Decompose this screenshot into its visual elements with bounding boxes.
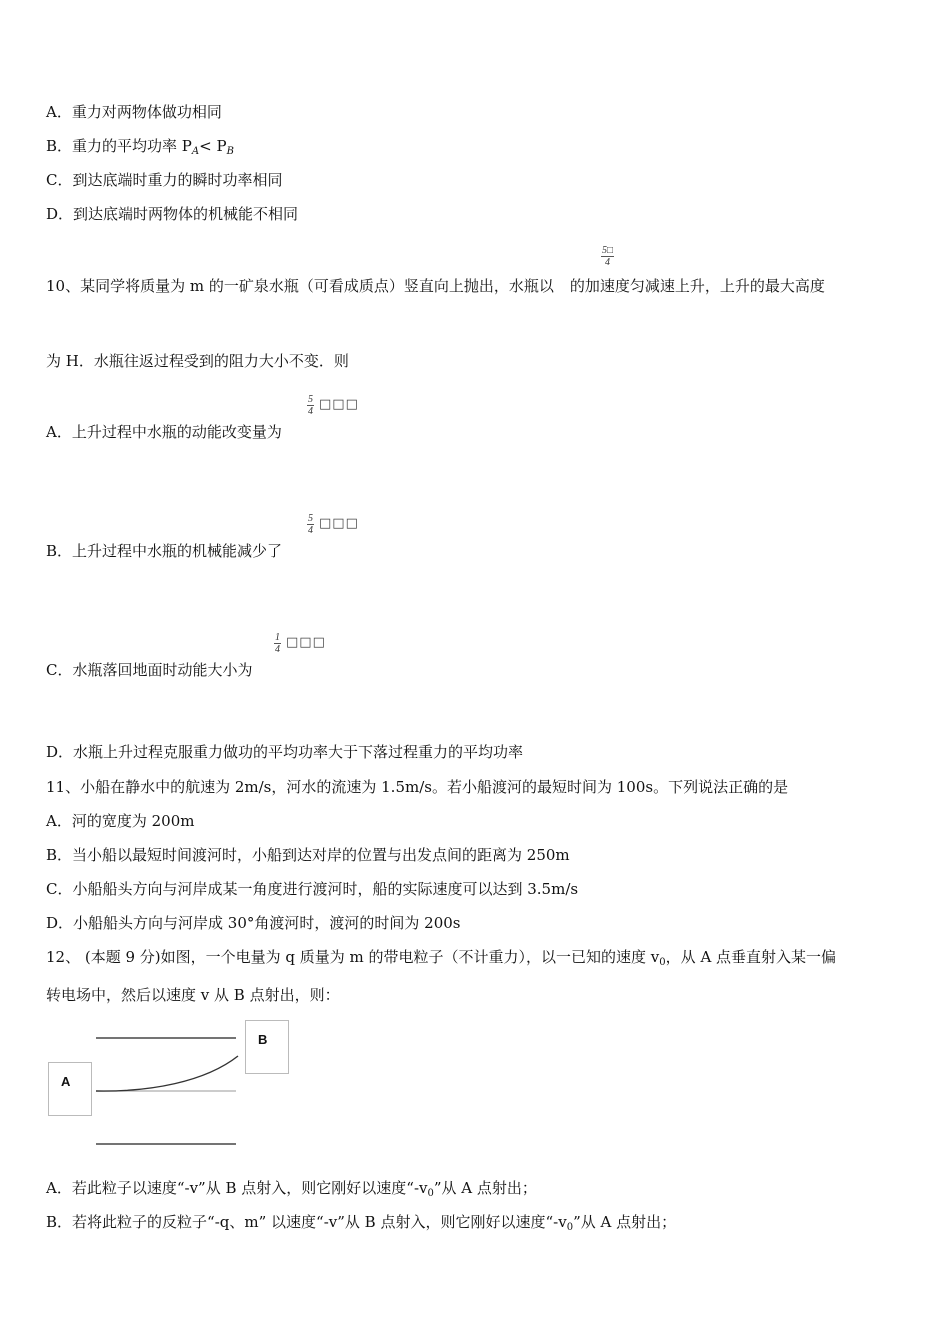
- q9-option-d: D．到达底端时两物体的机械能不相同: [46, 205, 299, 223]
- q9-option-b-text: B．重力的平均功率 P: [46, 137, 192, 155]
- q10-c-den: 4: [275, 644, 280, 655]
- point-b-label: B: [258, 1032, 268, 1047]
- q11-option-c: C．小船船头方向与河岸成某一角度进行渡河时，船的实际速度可以达到 3.5m/s: [46, 880, 579, 898]
- q12-option-b-pre: B．若将此粒子的反粒子“-q、m” 以速度“-v”从 B 点射入，则它刚好以速度“-v: [46, 1213, 567, 1231]
- q12-option-a-post: ”从 A 点射出；: [433, 1179, 537, 1197]
- point-b-label-box: [245, 1020, 289, 1074]
- q11-stem: 11、小船在静水中的航速为 2m/s，河水的流速为 1.5m/s。若小船渡河的最短时间为 100s。下列说法正确的是: [46, 778, 789, 796]
- q10-a-num: 5: [308, 394, 313, 405]
- particle-trajectory: [96, 1056, 238, 1091]
- q10-option-d: D．水瓶上升过程克服重力做功的平均功率大于下落过程重力的平均功率: [46, 743, 524, 761]
- q9-option-c: C．到达底端时重力的瞬时功率相同: [46, 171, 283, 189]
- q10-c-num: 1: [275, 632, 280, 643]
- q10-accel-fraction: [601, 245, 614, 268]
- q10-b-fraction: [307, 513, 314, 536]
- q11-option-b: B．当小船以最短时间渡河时，小船到达对岸的位置与出发点间的距离为 250m: [46, 846, 570, 864]
- q12-option-b-sub: 0: [566, 1222, 574, 1233]
- point-a-label: A: [61, 1074, 71, 1089]
- q10-option-a: A．上升过程中水瓶的动能改变量为: [46, 423, 282, 441]
- q9-option-b-mid: < P: [199, 137, 227, 155]
- q12-option-a: [46, 1178, 537, 1204]
- q12-stem-v0-sub: 0: [659, 957, 666, 968]
- q10-a-den: 4: [308, 406, 313, 417]
- q12-stem-line1-pre: 12、 (本题 9 分)如图，一个电量为 q 质量为 m 的带电粒子（不计重力），以一已知的速度 v: [46, 948, 660, 966]
- q9-option-a: A．重力对两物体做功相同: [46, 103, 222, 121]
- q10-stem-part2: 的加速度匀减速上升，上升的最大高度: [569, 277, 825, 295]
- point-a-label-box: [48, 1062, 92, 1116]
- q10-b-den: 4: [308, 525, 313, 536]
- q10-c-fraction: [274, 632, 281, 655]
- q10-c-boxes: □□□: [286, 635, 326, 650]
- q10-stem-part1: 10、某同学将质量为 m 的一矿泉水瓶（可看成质点）竖直向上抛出，水瓶以: [46, 277, 554, 295]
- q10-accel-den: 4: [605, 257, 611, 268]
- q10-stem-line2: 为 H．水瓶往返过程受到的阻力大小不变．则: [46, 352, 349, 370]
- q9-option-b: [46, 136, 234, 162]
- q12-option-b-post: ”从 A 点射出；: [573, 1213, 677, 1231]
- q10-option-c: C．水瓶落回地面时动能大小为: [46, 661, 253, 679]
- q10-accel-num: 5□: [602, 245, 614, 256]
- q12-option-b: [46, 1212, 676, 1238]
- q9-option-b-sub-a: A: [191, 146, 200, 157]
- q10-b-boxes: □□□: [319, 516, 359, 531]
- q9-option-b-sub-b: B: [226, 146, 234, 157]
- q10-a-boxes: □□□: [319, 397, 359, 412]
- q12-option-a-sub: 0: [427, 1188, 434, 1199]
- q12-stem-line1-post: ，从 A 点垂直射入某一偏: [665, 948, 837, 966]
- q10-stem-line1: [46, 276, 825, 296]
- q12-stem-line2: 转电场中，然后以速度 v 从 B 点射出，则：: [46, 986, 340, 1004]
- q12-stem-line1: [46, 947, 836, 973]
- q10-a-fraction: [307, 394, 314, 417]
- q11-option-d: D．小船船头方向与河岸成 30°角渡河时，渡河的时间为 200s: [46, 914, 461, 932]
- q11-option-a: A．河的宽度为 200m: [46, 812, 195, 830]
- q12-option-a-pre: A．若此粒子以速度“-v”从 B 点射入，则它刚好以速度“-v: [46, 1179, 428, 1197]
- q10-option-b: B．上升过程中水瓶的机械能减少了: [46, 542, 283, 560]
- q10-b-num: 5: [308, 513, 313, 524]
